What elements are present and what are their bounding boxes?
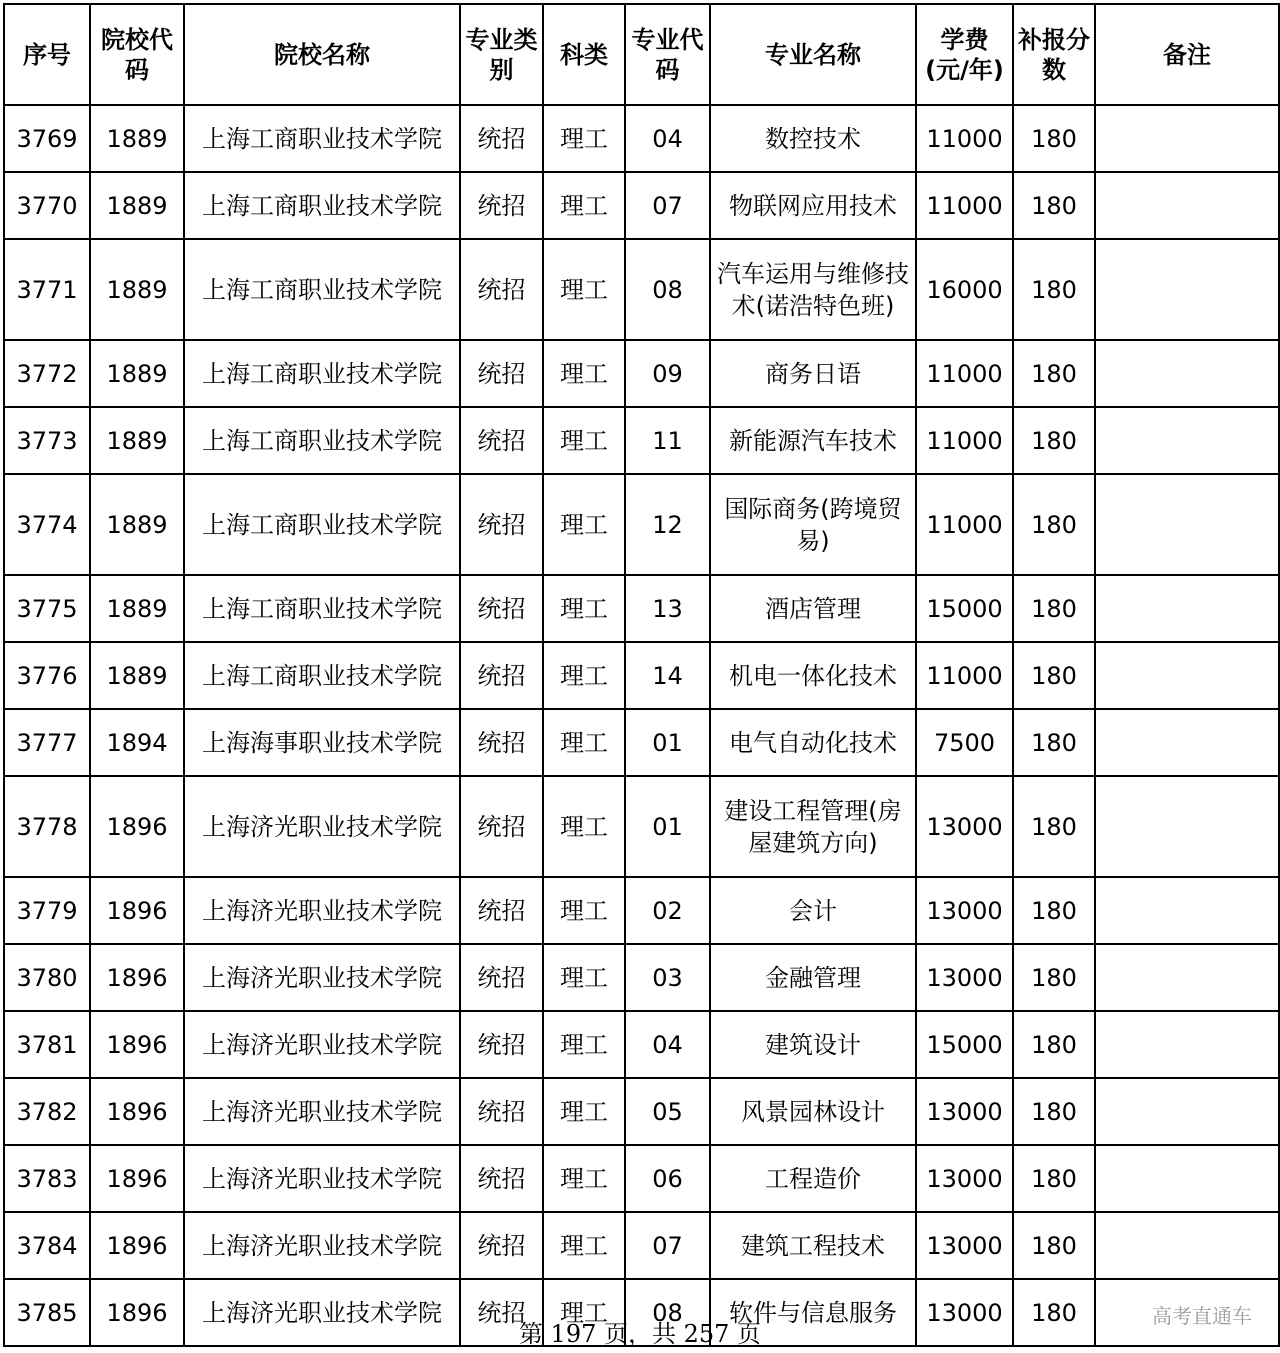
cell-remark	[1095, 575, 1279, 642]
header-school-name: 院校名称	[184, 4, 460, 105]
cell-school-code: 1889	[90, 340, 184, 407]
cell-major-code: 12	[625, 474, 710, 575]
cell-major-type: 统招	[460, 575, 543, 642]
cell-subject: 理工	[543, 407, 625, 474]
table-row	[4, 340, 1279, 407]
cell-major-code: 01	[625, 776, 710, 877]
cell-subject: 理工	[543, 776, 625, 877]
cell-major-name: 风景园林设计	[710, 1078, 916, 1145]
cell-tuition: 13000	[916, 776, 1013, 877]
cell-school-name: 上海工商职业技术学院	[184, 105, 460, 172]
cell-score: 180	[1013, 944, 1095, 1011]
cell-remark	[1095, 105, 1279, 172]
cell-school-code: 1889	[90, 239, 184, 340]
cell-remark	[1095, 172, 1279, 239]
cell-school-code: 1896	[90, 944, 184, 1011]
cell-score: 180	[1013, 239, 1095, 340]
cell-major-type: 统招	[460, 105, 543, 172]
table-row	[4, 944, 1279, 1011]
cell-school-code: 1889	[90, 474, 184, 575]
cell-major-name: 数控技术	[710, 105, 916, 172]
cell-seq: 3774	[4, 474, 90, 575]
cell-score: 180	[1013, 105, 1095, 172]
cell-major-name: 新能源汽车技术	[710, 407, 916, 474]
cell-tuition: 11000	[916, 407, 1013, 474]
cell-major-name: 商务日语	[710, 340, 916, 407]
admissions-table	[3, 3, 1280, 1347]
cell-school-code: 1896	[90, 1279, 184, 1346]
cell-major-name: 机电一体化技术	[710, 642, 916, 709]
cell-subject: 理工	[543, 642, 625, 709]
cell-major-name: 汽车运用与维修技术(诺浩特色班)	[710, 239, 916, 340]
table-row	[4, 1212, 1279, 1279]
cell-tuition: 13000	[916, 1078, 1013, 1145]
cell-seq: 3785	[4, 1279, 90, 1346]
cell-remark	[1095, 709, 1279, 776]
header-seq: 序号	[4, 4, 90, 105]
cell-major-code: 09	[625, 340, 710, 407]
table-row	[4, 172, 1279, 239]
cell-school-name: 上海济光职业技术学院	[184, 1011, 460, 1078]
cell-subject: 理工	[543, 877, 625, 944]
table-row	[4, 877, 1279, 944]
cell-subject: 理工	[543, 105, 625, 172]
table-row	[4, 474, 1279, 575]
cell-remark	[1095, 1212, 1279, 1279]
cell-score: 180	[1013, 1145, 1095, 1212]
cell-major-code: 05	[625, 1078, 710, 1145]
cell-tuition: 13000	[916, 1279, 1013, 1346]
header-major-name: 专业名称	[710, 4, 916, 105]
cell-seq: 3777	[4, 709, 90, 776]
cell-tuition: 11000	[916, 105, 1013, 172]
header-score: 补报分数	[1013, 4, 1095, 105]
cell-major-name: 建设工程管理(房屋建筑方向)	[710, 776, 916, 877]
cell-major-type: 统招	[460, 407, 543, 474]
cell-score: 180	[1013, 474, 1095, 575]
cell-seq: 3784	[4, 1212, 90, 1279]
cell-school-code: 1894	[90, 709, 184, 776]
page-number: 第 197 页，共 257 页	[518, 1320, 762, 1348]
cell-remark	[1095, 642, 1279, 709]
cell-school-code: 1896	[90, 1011, 184, 1078]
cell-school-code: 1896	[90, 1212, 184, 1279]
cell-tuition: 13000	[916, 1145, 1013, 1212]
cell-subject: 理工	[543, 944, 625, 1011]
cell-major-type: 统招	[460, 1011, 543, 1078]
cell-score: 180	[1013, 642, 1095, 709]
cell-major-code: 06	[625, 1145, 710, 1212]
cell-score: 180	[1013, 172, 1095, 239]
cell-score: 180	[1013, 1078, 1095, 1145]
cell-major-type: 统招	[460, 172, 543, 239]
cell-seq: 3776	[4, 642, 90, 709]
cell-score: 180	[1013, 877, 1095, 944]
cell-tuition: 11000	[916, 172, 1013, 239]
cell-tuition: 11000	[916, 642, 1013, 709]
cell-subject: 理工	[543, 172, 625, 239]
cell-major-type: 统招	[460, 1212, 543, 1279]
cell-seq: 3779	[4, 877, 90, 944]
table-row	[4, 709, 1279, 776]
cell-school-code: 1896	[90, 1078, 184, 1145]
cell-major-name: 酒店管理	[710, 575, 916, 642]
cell-school-name: 上海济光职业技术学院	[184, 1145, 460, 1212]
table-row	[4, 776, 1279, 877]
cell-subject: 理工	[543, 1078, 625, 1145]
cell-school-name: 上海工商职业技术学院	[184, 340, 460, 407]
table-row	[4, 239, 1279, 340]
cell-school-name: 上海海事职业技术学院	[184, 709, 460, 776]
cell-school-name: 上海济光职业技术学院	[184, 1078, 460, 1145]
cell-tuition: 11000	[916, 474, 1013, 575]
cell-remark	[1095, 1011, 1279, 1078]
cell-major-type: 统招	[460, 239, 543, 340]
cell-major-type: 统招	[460, 776, 543, 877]
cell-major-name: 国际商务(跨境贸易)	[710, 474, 916, 575]
header-subject: 科类	[543, 4, 625, 105]
table-row	[4, 407, 1279, 474]
cell-major-type: 统招	[460, 1078, 543, 1145]
cell-subject: 理工	[543, 1279, 625, 1346]
cell-score: 180	[1013, 776, 1095, 877]
cell-seq: 3771	[4, 239, 90, 340]
header-major-code: 专业代码	[625, 4, 710, 105]
cell-school-name: 上海工商职业技术学院	[184, 172, 460, 239]
cell-subject: 理工	[543, 1212, 625, 1279]
cell-major-code: 04	[625, 105, 710, 172]
cell-school-code: 1889	[90, 407, 184, 474]
cell-school-code: 1889	[90, 642, 184, 709]
cell-major-name: 物联网应用技术	[710, 172, 916, 239]
cell-remark	[1095, 776, 1279, 877]
table-row	[4, 1011, 1279, 1078]
cell-major-name: 电气自动化技术	[710, 709, 916, 776]
cell-school-code: 1896	[90, 877, 184, 944]
cell-subject: 理工	[543, 1011, 625, 1078]
cell-tuition: 13000	[916, 877, 1013, 944]
cell-seq: 3775	[4, 575, 90, 642]
cell-remark	[1095, 877, 1279, 944]
cell-school-name: 上海济光职业技术学院	[184, 776, 460, 877]
cell-school-code: 1889	[90, 575, 184, 642]
table-row	[4, 575, 1279, 642]
cell-school-name: 上海工商职业技术学院	[184, 575, 460, 642]
cell-major-type: 统招	[460, 474, 543, 575]
cell-score: 180	[1013, 1279, 1095, 1346]
cell-seq: 3772	[4, 340, 90, 407]
cell-subject: 理工	[543, 1145, 625, 1212]
cell-school-name: 上海济光职业技术学院	[184, 1279, 460, 1346]
cell-major-code: 11	[625, 407, 710, 474]
cell-score: 180	[1013, 340, 1095, 407]
cell-score: 180	[1013, 709, 1095, 776]
cell-seq: 3783	[4, 1145, 90, 1212]
cell-tuition: 15000	[916, 1011, 1013, 1078]
cell-major-code: 08	[625, 239, 710, 340]
cell-major-type: 统招	[460, 1279, 543, 1346]
cell-remark	[1095, 1145, 1279, 1212]
cell-major-type: 统招	[460, 877, 543, 944]
cell-tuition: 11000	[916, 340, 1013, 407]
cell-major-type: 统招	[460, 642, 543, 709]
cell-seq: 3769	[4, 105, 90, 172]
cell-school-name: 上海济光职业技术学院	[184, 1212, 460, 1279]
cell-school-name: 上海工商职业技术学院	[184, 239, 460, 340]
cell-major-type: 统招	[460, 1145, 543, 1212]
cell-major-code: 13	[625, 575, 710, 642]
header-tuition: 学费(元/年)	[916, 4, 1013, 105]
cell-school-name: 上海工商职业技术学院	[184, 407, 460, 474]
cell-major-name: 软件与信息服务	[710, 1279, 916, 1346]
cell-remark	[1095, 340, 1279, 407]
cell-tuition: 13000	[916, 944, 1013, 1011]
cell-remark	[1095, 407, 1279, 474]
cell-score: 180	[1013, 1011, 1095, 1078]
cell-remark	[1095, 239, 1279, 340]
cell-tuition: 7500	[916, 709, 1013, 776]
cell-subject: 理工	[543, 575, 625, 642]
cell-school-name: 上海济光职业技术学院	[184, 877, 460, 944]
cell-seq: 3770	[4, 172, 90, 239]
cell-seq: 3782	[4, 1078, 90, 1145]
table-row	[4, 1078, 1279, 1145]
cell-major-code: 07	[625, 1212, 710, 1279]
cell-seq: 3781	[4, 1011, 90, 1078]
cell-school-name: 上海工商职业技术学院	[184, 474, 460, 575]
cell-major-code: 01	[625, 709, 710, 776]
cell-tuition: 16000	[916, 239, 1013, 340]
cell-score: 180	[1013, 575, 1095, 642]
cell-major-type: 统招	[460, 340, 543, 407]
cell-seq: 3780	[4, 944, 90, 1011]
cell-major-name: 金融管理	[710, 944, 916, 1011]
cell-major-name: 工程造价	[710, 1145, 916, 1212]
cell-remark	[1095, 474, 1279, 575]
cell-remark	[1095, 944, 1279, 1011]
cell-school-code: 1889	[90, 105, 184, 172]
cell-seq: 3773	[4, 407, 90, 474]
cell-subject: 理工	[543, 340, 625, 407]
cell-tuition: 15000	[916, 575, 1013, 642]
header-remark: 备注	[1095, 4, 1279, 105]
cell-school-code: 1896	[90, 1145, 184, 1212]
cell-school-code: 1889	[90, 172, 184, 239]
cell-major-type: 统招	[460, 944, 543, 1011]
cell-subject: 理工	[543, 709, 625, 776]
watermark-text: 高考直通车	[1152, 1304, 1252, 1328]
header-school-code: 院校代码	[90, 4, 184, 105]
cell-major-code: 04	[625, 1011, 710, 1078]
header-row	[4, 4, 1279, 105]
cell-major-name: 会计	[710, 877, 916, 944]
cell-score: 180	[1013, 407, 1095, 474]
cell-subject: 理工	[543, 474, 625, 575]
cell-major-name: 建筑设计	[710, 1011, 916, 1078]
cell-major-type: 统招	[460, 709, 543, 776]
cell-major-code: 14	[625, 642, 710, 709]
cell-score: 180	[1013, 1212, 1095, 1279]
cell-major-code: 03	[625, 944, 710, 1011]
table-row	[4, 1145, 1279, 1212]
cell-major-code: 08	[625, 1279, 710, 1346]
table-body	[4, 105, 1279, 1346]
cell-tuition: 13000	[916, 1212, 1013, 1279]
cell-remark	[1095, 1078, 1279, 1145]
cell-school-name: 上海工商职业技术学院	[184, 642, 460, 709]
table-row	[4, 642, 1279, 709]
header-major-type: 专业类别	[460, 4, 543, 105]
cell-school-code: 1896	[90, 776, 184, 877]
table-row	[4, 105, 1279, 172]
cell-major-code: 02	[625, 877, 710, 944]
cell-major-name: 建筑工程技术	[710, 1212, 916, 1279]
cell-seq: 3778	[4, 776, 90, 877]
cell-major-code: 07	[625, 172, 710, 239]
cell-subject: 理工	[543, 239, 625, 340]
cell-school-name: 上海济光职业技术学院	[184, 944, 460, 1011]
